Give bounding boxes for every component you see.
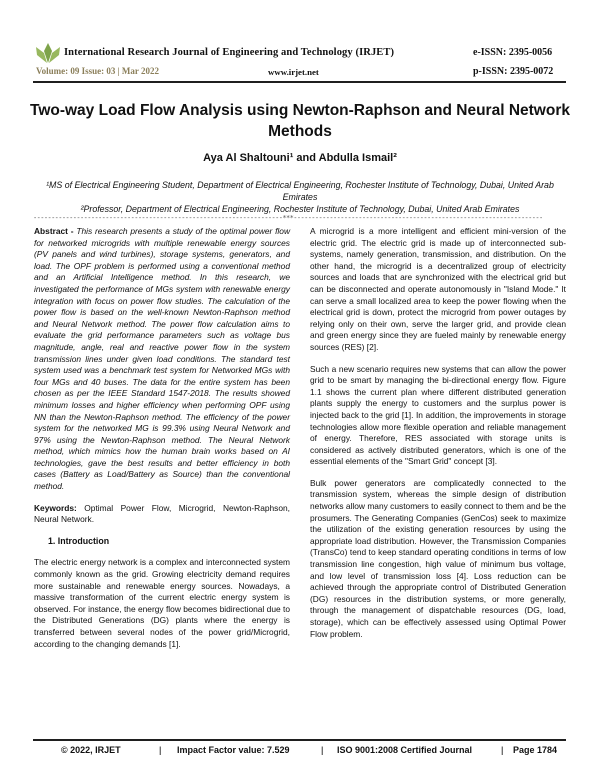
irjet-logo-icon bbox=[34, 41, 62, 65]
page-header bbox=[0, 0, 600, 88]
affiliation-2: ²Professor, Department of Electrical Engineering, Rochester Institute of Technology, Dubai, United Arab Emirates bbox=[80, 204, 520, 214]
journal-website[interactable]: www.irjet.net bbox=[268, 67, 319, 77]
footer-copyright: © 2022, IRJET bbox=[61, 745, 121, 755]
e-issn: e-ISSN: 2395-0056 bbox=[473, 47, 553, 58]
keywords-label: Keywords: bbox=[34, 502, 77, 513]
abstract-text: This research presents a study of the optimal power flow for networked microgrids with multiple renewable energy sources (PV panels and wind turbines), storage systems, generators, and load. The OPF problem is performed using a conventional method and an Artificial Intelligence method. In this research, we investigated the performance of MGs system with renewable energy integration with focus on power flow studies. The calculation of the power flow is based on the well-known Newton-Raphson method and Neural Network method. The power flow calculation aims to evaluate the grid performance parameters such as voltage bus magnitude, angle, real and reactive power flow in the system transmission lines under given load conditions. The standard test system used was a benchmark test system for Networked MGs with four MGs and 40 buses. The data for the entire system has been chosen as per the IEEE Standard 1547-2018. The results showed minimum losses and higher efficiency when performing OPF using NN than the Newton-Raphson method. The efficiency of the power system for the networked MG is 99.3% using Neural Network and 97% using the Newton-Raphson method. The Neural Network method, which mimics how the human brain works based on AI technologies, gave the best results and better efficiency in both cases (Battery as Load/Battery as Source) than the conventional method. bbox=[34, 226, 290, 492]
page-footer bbox=[33, 739, 566, 761]
intro-paragraph-1: The electric energy network is a complex and interconnected system commonly known as the grid. Growing electricity demand requires more sustainable and renewable energy sources. Nowadays, a massive transformation of the current electric energy system is observed. For instance, the energy flow becomes bidirectional due to the Distributed Generations (DG) plants where the energy is transferred between several nodes of the power grid/Microgrid, according to the changing demands [1]. bbox=[34, 557, 290, 649]
paper-title: Two-way Load Flow Analysis using Newton-Raphson and Neural Network Methods bbox=[30, 102, 570, 140]
footer-divider-1: | bbox=[159, 745, 162, 755]
section-separator: ---------------------------------------------------------------------***--------------------------------------------------------------------- bbox=[33, 214, 543, 222]
p-issn: p-ISSN: 2395-0072 bbox=[473, 66, 554, 77]
abstract-label: Abstract - bbox=[34, 226, 74, 236]
abstract bbox=[34, 226, 290, 493]
journal-name: International Research Journal of Engineering and Technology (IRJET) bbox=[64, 47, 395, 58]
header-rule bbox=[33, 81, 566, 83]
intro-paragraph-3: Such a new scenario requires new systems that can allow the power grid to be smart by managing the bi-directional energy flow. Figure 1.1 shows the current plan where different distributed generation plants supply the energy to customers and the surplus power is injected back to the grid [1]. In addition, the improvements in storage technologies allow more flexible operation and reliable management of energy. Therefore, RES associated with storage units is considered as actively distributed generators, which is one of the essential elements of the "Smart Grid" concept [3]. bbox=[310, 363, 566, 467]
paper-authors: Aya Al Shaltouni¹ and Abdulla Ismail² bbox=[203, 152, 397, 164]
keywords bbox=[34, 503, 290, 526]
footer-impact-factor: Impact Factor value: 7.529 bbox=[177, 745, 290, 755]
intro-paragraph-4: Bulk power generators are complicatedly connected to the transmission system, whereas the simple design of distribution networks allow many customers to easily connect to them and be the prosumers. The Generating Companies (GenCos) seek to maximize the utilization of the existing generation resources by using the appropriate load distribution. However, the Transmission Companies (TransCo) tend to keep standard operating conditions in terms of low transmission line congestion, high value of minimum bus voltage, and low level of transmission loss [4]. Loss reduction can be achieved through the appropriate control of Distributed Generation (DG) resources in the distribution systems, or more generally, through the management of dispatchable resources (DG, load, storage), which can be effectively assessed using Optimal Power Flow problem. bbox=[310, 477, 566, 639]
left-column bbox=[34, 226, 290, 660]
affiliation-1: ¹MS of Electrical Engineering Student, Department of Electrical Engineering, Rochester Institute of Technology, Dubai, United Arab Emirates bbox=[46, 180, 554, 202]
footer-page-number: Page 1784 bbox=[513, 745, 558, 755]
footer-divider-3: | bbox=[501, 745, 504, 755]
volume-issue: Volume: 09 Issue: 03 | Mar 2022 bbox=[36, 66, 159, 76]
footer-divider-2: | bbox=[321, 745, 324, 755]
keywords-text: Optimal Power Flow, Microgrid, Newton-Raphson, Neural Network. bbox=[34, 502, 290, 525]
footer-iso: ISO 9001:2008 Certified Journal bbox=[337, 745, 473, 755]
intro-paragraph-2: A microgrid is a more intelligent and efficient mini-version of the electric grid. The electric grid is made up of interconnected sub-systems, namely generation, transmission, and distribution. On the other hand, the microgrid is a decentralized group of electricity sources and loads that are synchronized with the electrical grid but can be disconnected and operate autonomously in "Island Mode." It can serve a small localized area to keep the power flowing when the electrical grid is down, protect the microgrid from power outages by relying only on their own, serve the larger grid, and provide clean and green energy since they are fueled mainly by renewable energy sources (RES) [2]. bbox=[310, 226, 566, 352]
section-heading-introduction: 1. Introduction bbox=[48, 535, 110, 546]
right-column bbox=[310, 226, 566, 650]
